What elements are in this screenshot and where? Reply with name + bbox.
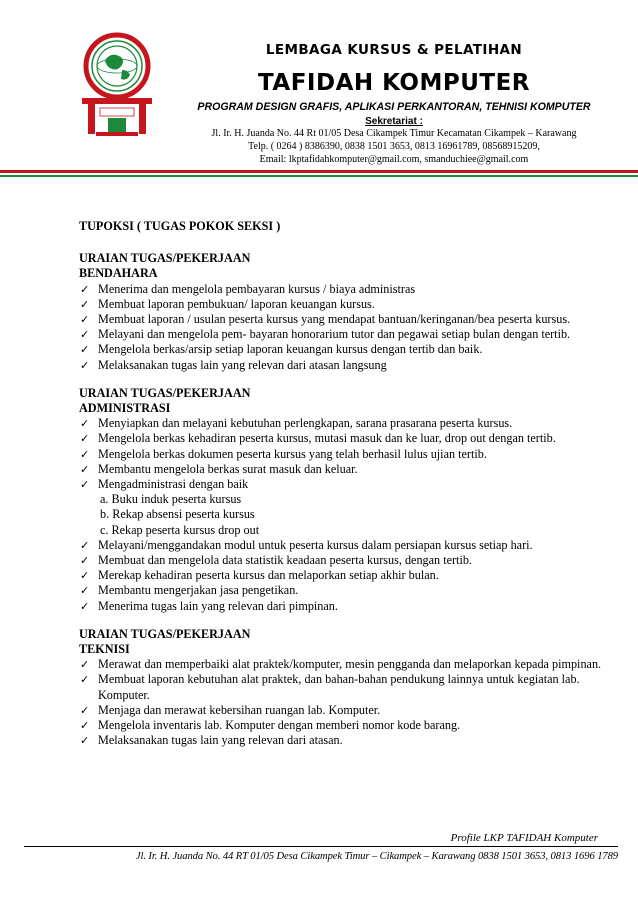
check-icon: ✓: [80, 584, 90, 598]
letterhead-address: Jl. Ir. H. Juanda No. 44 Rt 01/05 Desa Cikampek Timur Kecamatan Cikampek – Karawang: [211, 128, 577, 139]
check-icon: ✓: [80, 447, 90, 461]
letterhead-institution-name: TAFIDAH KOMPUTER: [258, 70, 530, 96]
check-icon: ✓: [80, 432, 90, 446]
list-item: ✓ Merekap kehadiran peserta kursus dan melaporkan setiap akhir bulan.: [80, 568, 439, 583]
check-icon: ✓: [80, 417, 90, 431]
footer-profile: Profile LKP TAFIDAH Komputer: [450, 832, 598, 844]
letterhead-secretariat-label: Sekretariat :: [365, 116, 423, 127]
sub-list-item: a. Buku induk peserta kursus: [100, 492, 242, 507]
check-icon: ✓: [80, 478, 90, 492]
list-item: ✓ Mengelola berkas/arsip setiap laporan keuangan kursus dengan tertib dan baik.: [80, 342, 483, 357]
list-item: ✓ Mengelola berkas kehadiran peserta kursus, mutasi masuk dan ke luar, drop out dengan tertib.: [80, 431, 556, 446]
list-item: ✓ Membuat laporan / usulan peserta kursus yang mendapat bantuan/keringanan/bea peserta kursus.: [80, 312, 571, 327]
document-title: TUPOKSI ( TUGAS POKOK SEKSI ): [79, 219, 281, 233]
letterhead-email: Email: lkptafidahkomputer@gmail.com, smanduchiee@gmail.com: [259, 154, 529, 165]
list-item: ✓ Merawat dan memperbaiki alat praktek/komputer, mesin pengganda dan melaporkan kepada pimpinan.: [80, 657, 602, 672]
list-item: ✓ Mengelola inventaris lab. Komputer dengan memberi nomor kode barang.: [80, 718, 461, 733]
list-item: ✓ Membuat laporan kebutuhan alat praktek, dan bahan-bahan pendukung lainnya untuk kegiatan lab. Komputer.: [80, 672, 580, 702]
check-icon: ✓: [80, 569, 90, 583]
check-icon: ✓: [80, 554, 90, 568]
list-item: ✓ Melayani/menggandakan modul untuk peserta kursus dalam persiapan kursus setiap hari.: [80, 537, 533, 552]
list-item: ✓ Mengadministrasi dengan baik: [80, 477, 249, 492]
list-item: ✓ Membantu mengelola berkas surat masuk dan keluar.: [80, 461, 358, 476]
footer-divider: [24, 846, 618, 847]
section-bendahara: [79, 251, 609, 373]
letterhead-phone: Telp. ( 0264 ) 8386390, 0838 1501 3653, 0813 16961789, 08568915209,: [248, 141, 540, 152]
check-icon: ✓: [80, 734, 90, 748]
list-item: ✓ Membantu mengerjakan jasa pengetikan.: [80, 583, 299, 598]
section-heading: URAIAN TUGAS/PEKERJAAN: [79, 385, 251, 400]
list-item: ✓ Membuat dan mengelola data statistik keadaan peserta kursus, dengan tertib.: [80, 553, 472, 568]
check-icon: ✓: [80, 538, 90, 552]
letterhead-divider-green: [0, 175, 638, 177]
check-icon: ✓: [80, 343, 90, 357]
letterhead-programs: PROGRAM DESIGN GRAFIS, APLIKASI PERKANTORAN, TEHNISI KOMPUTER: [197, 101, 591, 113]
list-item: ✓ Membuat laporan pembukuan/ laporan keuangan kursus.: [80, 296, 375, 311]
section-teknisi: [79, 627, 609, 749]
section-role: ADMINISTRASI: [79, 401, 171, 416]
check-icon: ✓: [80, 673, 90, 687]
document-body: [79, 219, 609, 762]
check-icon: ✓: [80, 599, 90, 613]
section-heading: URAIAN TUGAS/PEKERJAAN: [79, 626, 251, 641]
sub-list-item: b. Rekap absensi peserta kursus: [100, 507, 255, 522]
section-role: TEKNISI: [79, 642, 130, 657]
list-item: ✓ Mengelola berkas dokumen peserta kursus yang telah berhasil lulus ujian tertib.: [80, 446, 487, 461]
check-icon: ✓: [80, 328, 90, 342]
check-icon: ✓: [80, 282, 90, 296]
letterhead-institution-type: LEMBAGA KURSUS & PELATIHAN: [265, 42, 523, 58]
list-item: ✓ Menjaga dan merawat kebersihan ruangan lab. Komputer.: [80, 702, 381, 717]
list-item: ✓ Melaksanakan tugas lain yang relevan dari atasan.: [80, 733, 343, 748]
list-item: ✓ Menerima tugas lain yang relevan dari pimpinan.: [80, 598, 338, 613]
section-role: BENDAHARA: [79, 266, 158, 281]
check-icon: ✓: [80, 313, 90, 327]
institution-logo: [72, 32, 162, 144]
list-item: ✓ Melaksanakan tugas lain yang relevan dari atasan langsung: [80, 357, 387, 372]
footer-address: Jl. Ir. H. Juanda No. 44 RT 01/05 Desa Cikampek Timur – Cikampek – Karawang 0838 1501 3653, 0813 1696 1789: [135, 851, 618, 862]
check-icon: ✓: [80, 462, 90, 476]
check-icon: ✓: [80, 358, 90, 372]
letterhead-divider-red: [0, 170, 638, 173]
list-item: ✓ Menerima dan mengelola pembayaran kursus / biaya administras: [80, 281, 416, 296]
check-icon: ✓: [80, 297, 90, 311]
list-item: ✓ Menyiapkan dan melayani kebutuhan perlengkapan, sarana prasarana peserta kursus.: [80, 416, 513, 431]
section-heading: URAIAN TUGAS/PEKERJAAN: [79, 251, 251, 266]
check-icon: ✓: [80, 719, 90, 733]
list-item: ✓ Melayani dan mengelola pem- bayaran honorarium tutor dan pegawai setiap bulan dengan tertib.: [80, 327, 571, 342]
check-icon: ✓: [80, 703, 90, 717]
section-administrasi: [79, 386, 609, 614]
check-icon: ✓: [80, 658, 90, 672]
sub-list-item: c. Rekap peserta kursus drop out: [100, 522, 260, 537]
